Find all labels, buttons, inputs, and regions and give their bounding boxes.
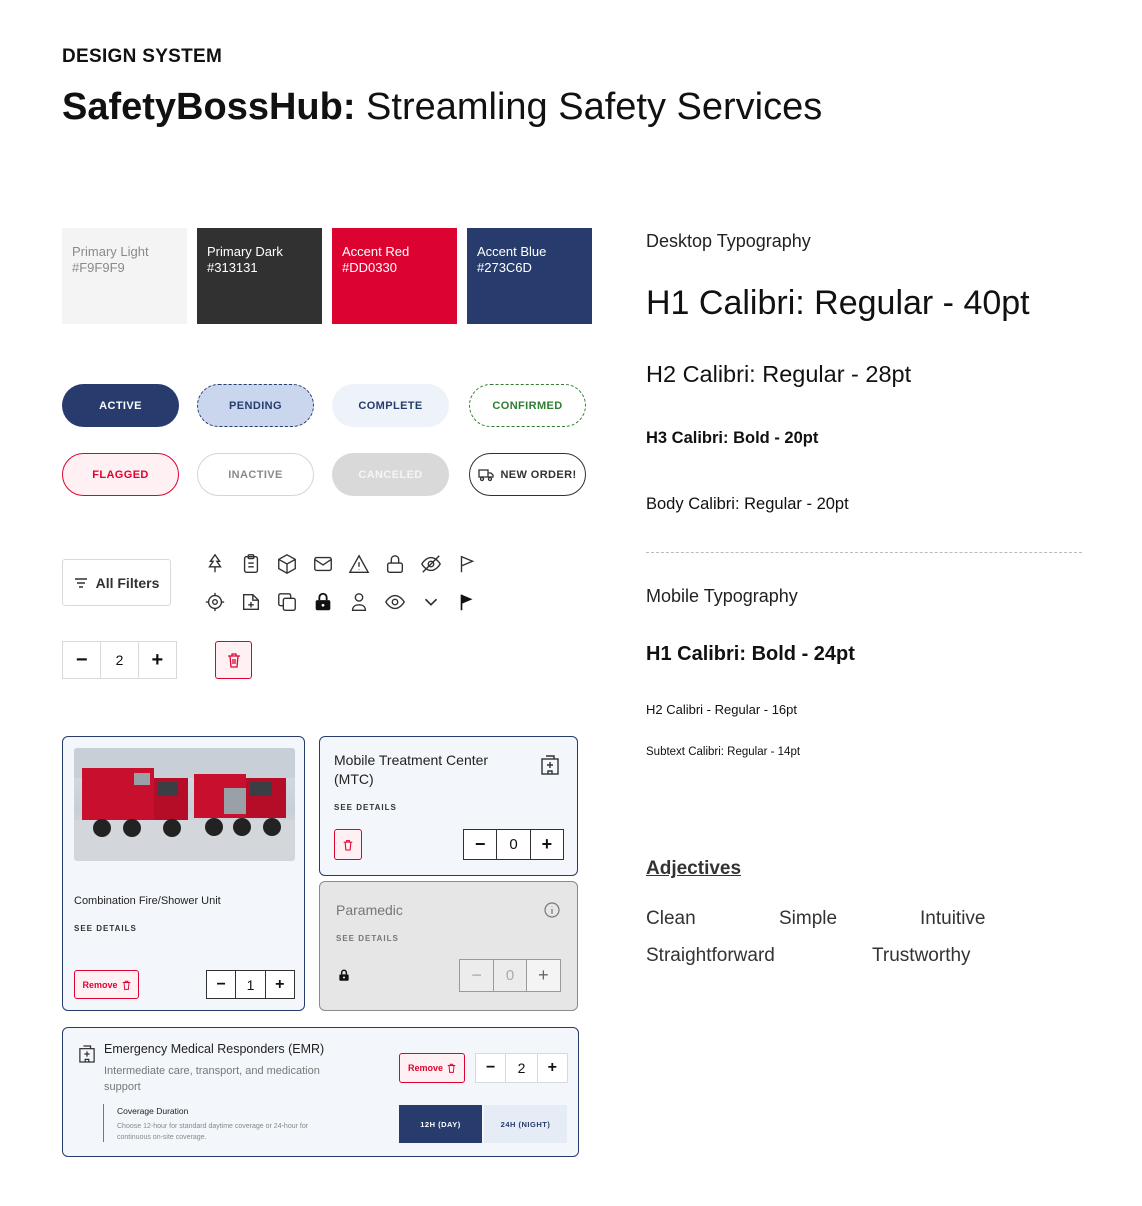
swatch-name: Primary Light: [72, 244, 149, 259]
eye-off-icon[interactable]: [419, 552, 443, 576]
adjective-trustworthy: Trustworthy: [872, 945, 971, 966]
trash-icon: [122, 980, 131, 990]
adjective-clean: Clean: [646, 908, 696, 929]
decrement-button[interactable]: −: [486, 1059, 496, 1076]
truck-icon: [478, 468, 494, 482]
clipboard-icon[interactable]: [239, 552, 263, 576]
see-details-link[interactable]: SEE DETAILS: [334, 803, 397, 812]
pill-inactive[interactable]: INACTIVE: [197, 453, 314, 496]
card-title: Combination Fire/Shower Unit: [74, 895, 221, 907]
coverage-title: Coverage Duration: [117, 1106, 189, 1116]
mobile-typography-heading: Mobile Typography: [646, 586, 798, 606]
card-description: Intermediate care, transport, and medication support: [104, 1065, 320, 1093]
swatch-accent-blue: [467, 228, 592, 324]
chevron-down-icon[interactable]: [419, 590, 443, 614]
increment-button[interactable]: +: [275, 975, 285, 993]
mobile-subtext-sample: Subtext Calibri: Regular - 14pt: [646, 746, 801, 758]
product-card-paramedic: [319, 881, 578, 1011]
increment-button[interactable]: +: [547, 1059, 557, 1076]
remove-label: Remove: [82, 979, 118, 990]
decrement-button[interactable]: −: [216, 975, 226, 993]
desktop-typography-heading: Desktop Typography: [646, 231, 811, 251]
desktop-body-sample: Body Calibri: Regular - 20pt: [646, 495, 849, 513]
user-icon[interactable]: [347, 590, 371, 614]
pill-pending[interactable]: PENDING: [197, 384, 314, 427]
coverage-note: Choose 12-hour for standard daytime coverage or 24-hour for continuous on-site coverage.: [117, 1123, 309, 1141]
hospital-icon: [79, 1045, 95, 1068]
quantity-value[interactable]: 2: [100, 642, 138, 678]
increment-button[interactable]: +: [151, 648, 164, 671]
filter-lines-icon: [74, 577, 88, 589]
remove-button[interactable]: [399, 1053, 465, 1083]
remove-label: Remove: [407, 1063, 443, 1073]
mail-icon[interactable]: [311, 552, 335, 576]
quantity-value[interactable]: 0: [496, 830, 530, 859]
warning-icon[interactable]: [347, 552, 371, 576]
desktop-h2-sample: H2 Calibri: Regular - 28pt: [646, 361, 912, 387]
flag-filled-icon[interactable]: [455, 590, 479, 614]
page-title: [62, 86, 822, 129]
section-divider: [646, 552, 1082, 553]
card-title: Mobile Treatment Center (MTC): [334, 752, 489, 787]
swatch-name: Accent Red: [342, 244, 410, 259]
swatch-primary-light: [62, 228, 187, 324]
desktop-h3-sample: H3 Calibri: Bold - 20pt: [646, 429, 819, 447]
lock-filled-icon[interactable]: [311, 590, 335, 614]
pill-confirmed[interactable]: CONFIRMED: [469, 384, 586, 427]
divider: [103, 1104, 104, 1142]
pill-new-order[interactable]: [469, 453, 586, 496]
quantity-value: 0: [493, 960, 526, 991]
trash-icon: [447, 1063, 456, 1073]
lock-open-icon[interactable]: [383, 552, 407, 576]
mobile-h2-sample: H2 Calibri - Regular - 16pt: [646, 702, 798, 717]
hospital-icon: [541, 755, 559, 780]
tree-icon[interactable]: [203, 552, 227, 576]
copy-icon[interactable]: [275, 590, 299, 614]
info-icon: [544, 902, 560, 923]
swatch-hex: #F9F9F9: [72, 260, 125, 275]
see-details-link: SEE DETAILS: [336, 934, 399, 943]
coverage-option-day[interactable]: 12H (DAY): [399, 1105, 482, 1143]
card-title: Emergency Medical Responders (EMR): [104, 1042, 325, 1056]
swatch-name: Accent Blue: [477, 244, 547, 259]
adjective-intuitive: Intuitive: [920, 908, 986, 929]
all-filters-button[interactable]: [62, 559, 171, 606]
product-card-fire-shower[interactable]: [62, 736, 305, 1011]
note-add-icon[interactable]: [239, 590, 263, 614]
lock-filled-icon: [337, 968, 351, 988]
swatch-hex: #313131: [207, 260, 258, 275]
pill-complete[interactable]: COMPLETE: [332, 384, 449, 427]
quantity-stepper[interactable]: [206, 970, 295, 999]
quantity-stepper: [459, 959, 561, 992]
card-title: Paramedic: [336, 902, 403, 918]
flag-outline-icon[interactable]: [455, 552, 479, 576]
swatch-hex: #DD0330: [342, 260, 397, 275]
delete-button[interactable]: [334, 829, 362, 860]
quantity-stepper[interactable]: [475, 1053, 568, 1083]
all-filters-label: All Filters: [95, 574, 160, 591]
title-bold: SafetyBossHub:: [62, 86, 356, 128]
quantity-value[interactable]: 1: [235, 971, 265, 998]
pill-flagged[interactable]: FLAGGED: [62, 453, 179, 496]
trash-icon: [227, 652, 241, 668]
decrement-button[interactable]: −: [474, 834, 486, 854]
product-card-emr[interactable]: [62, 1027, 579, 1157]
see-details-link[interactable]: SEE DETAILS: [74, 924, 137, 933]
remove-button[interactable]: [74, 970, 139, 999]
decrement-button: −: [471, 965, 482, 985]
target-icon[interactable]: [203, 590, 227, 614]
pill-active[interactable]: ACTIVE: [62, 384, 179, 427]
increment-button: +: [527, 960, 560, 991]
swatch-accent-red: [332, 228, 457, 324]
title-rest: Streamling Safety Services: [355, 86, 823, 128]
coverage-option-night[interactable]: 24H (NIGHT): [484, 1105, 567, 1143]
mobile-h1-sample: H1 Calibri: Bold - 24pt: [646, 643, 855, 665]
swatch-name: Primary Dark: [207, 244, 283, 259]
pill-canceled[interactable]: CANCELED: [332, 453, 449, 496]
eye-icon[interactable]: [383, 590, 407, 614]
eyebrow: DESIGN SYSTEM: [62, 46, 223, 67]
adjective-simple: Simple: [779, 908, 838, 929]
quantity-stepper[interactable]: [62, 641, 177, 679]
increment-button[interactable]: +: [541, 834, 553, 854]
decrement-button[interactable]: −: [75, 648, 88, 671]
swatch-primary-dark: [197, 228, 322, 324]
desktop-h1-sample: H1 Calibri: Regular - 40pt: [646, 284, 1030, 322]
swatch-hex: #273C6D: [477, 260, 532, 275]
box-icon[interactable]: [275, 552, 299, 576]
trash-icon: [343, 839, 353, 851]
new-order-label: NEW ORDER!: [500, 468, 577, 481]
adjective-straightforward: Straightforward: [646, 945, 775, 966]
delete-button[interactable]: [215, 641, 252, 679]
quantity-stepper[interactable]: [463, 829, 564, 860]
quantity-value[interactable]: 2: [505, 1054, 537, 1082]
adjectives-heading: Adjectives: [646, 858, 742, 879]
product-card-mtc[interactable]: [319, 736, 578, 876]
fire-truck-image: [74, 748, 295, 861]
